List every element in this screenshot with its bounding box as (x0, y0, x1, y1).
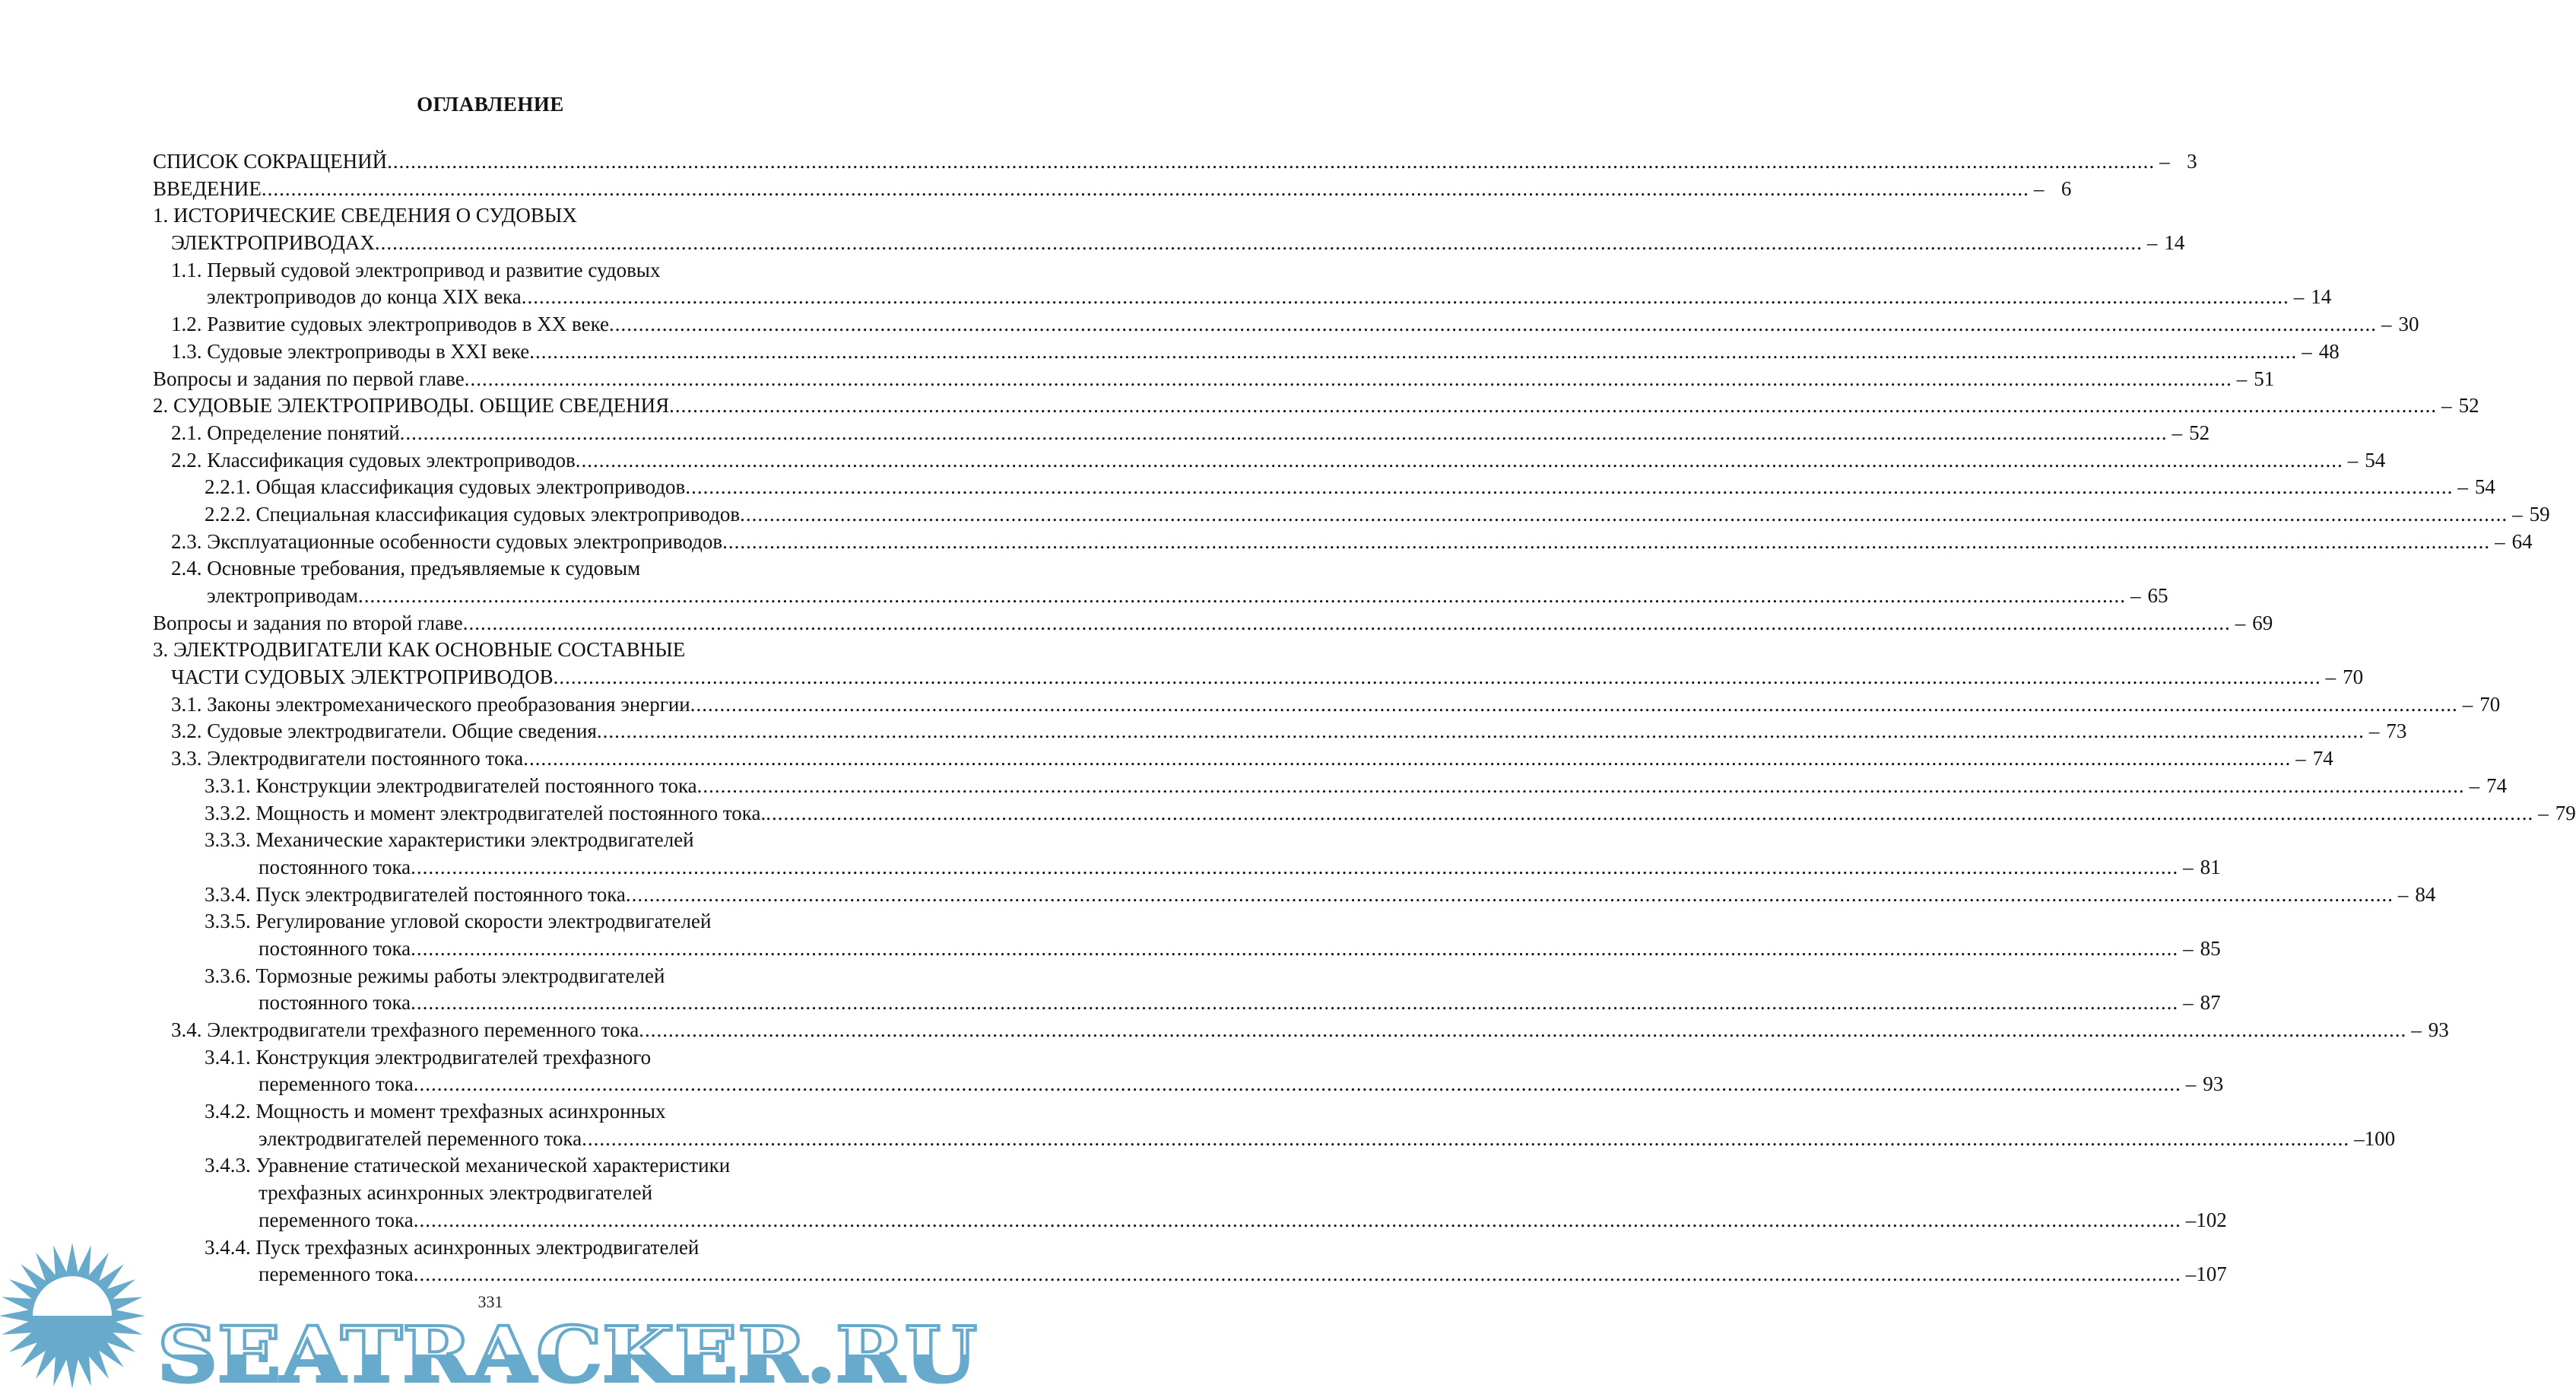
dash-separator: – (2185, 1208, 2197, 1231)
toc-entry[interactable] (0, 637, 2364, 691)
toc-entry-title: 3. ЭЛЕКТРОДВИГАТЕЛИ КАК ОСНОВНЫЕ СОСТАВНЫЕ (153, 638, 686, 662)
toc-entry[interactable] (0, 963, 2221, 1017)
toc-page-number: 54 (2474, 475, 2495, 499)
toc-page-number: 65 (2147, 584, 2168, 607)
toc-row (205, 800, 2576, 827)
page-number: 331 (477, 1292, 503, 1311)
dash-separator: – (2347, 448, 2359, 472)
toc-entry[interactable] (0, 501, 2550, 529)
toc-page-number: 100 (2364, 1126, 2396, 1150)
toc-entry-title: электродвигателей переменного тока (259, 1126, 582, 1150)
toc-entry-title: ЧАСТИ СУДОВЫХ ЭЛЕКТРОПРИВОДОВ (171, 665, 554, 689)
toc-line (0, 1071, 2224, 1098)
toc-line (0, 257, 981, 284)
toc-line (0, 989, 2221, 1017)
toc-line (0, 1207, 2227, 1234)
toc-entry-title: 2.2.2. Специальная классификация судовых электроприводов (205, 502, 741, 526)
toc-page-number: 14 (2311, 285, 2332, 309)
toc-row (171, 420, 2210, 447)
toc-entry-title: переменного тока (259, 1208, 414, 1231)
toc-entry-title: 3.3.1. Конструкции электродвигателей постоянного тока (205, 773, 697, 797)
toc-line (0, 800, 2576, 827)
toc-row (171, 718, 2407, 745)
toc-entry-title: трехфазных асинхронных электродвигателей (259, 1181, 653, 1205)
dash-separator: – (2302, 339, 2312, 363)
toc-line (0, 908, 981, 935)
toc-page-number: 52 (2458, 394, 2479, 418)
toc-line (0, 881, 2436, 909)
toc-page-number: 30 (2398, 313, 2419, 336)
toc-page-number: 73 (2386, 719, 2407, 743)
page-title: ОГЛАВЛЕНИЕ (417, 93, 564, 116)
toc-page-number: 85 (2200, 936, 2221, 960)
toc-entry[interactable] (0, 176, 2072, 203)
toc-page-number: 79 (2555, 801, 2576, 824)
toc-row (205, 773, 2508, 800)
dash-separator: – (2159, 150, 2170, 173)
toc-row (259, 854, 2221, 881)
toc-row (153, 176, 2072, 203)
toc-entry-title: 3.3.4. Пуск электродвигателей постоянного тока (205, 882, 626, 906)
dash-separator: – (2411, 1018, 2422, 1041)
toc-line (0, 474, 2495, 501)
toc-line (0, 555, 981, 583)
dot-leader: ............................................................................................................................................................................................................................................................................................................ (766, 801, 2534, 824)
dash-separator: – (2469, 773, 2480, 797)
toc-entry[interactable] (0, 447, 2386, 475)
dash-separator: – (2183, 855, 2194, 878)
dot-leader: ............................................................................................................................................................................................................................................................................................................ (669, 394, 2438, 418)
toc-entry-title: 3.3.6. Тормозные режимы работы электродвигателей (205, 964, 665, 987)
toc-entry-title: 3.4.2. Мощность и момент трехфазных асинхронных (205, 1100, 666, 1123)
toc-row (171, 311, 2419, 338)
toc-entry-title: 1.3. Судовые электроприводы в XXI веке (171, 339, 530, 363)
dot-leader: ............................................................................................................................................................................................................................................................................................................ (462, 611, 2231, 634)
dash-separator: – (2368, 719, 2380, 743)
toc-row (171, 529, 2533, 556)
toc-entry-title: 3.3. Электродвигатели постоянного тока (171, 747, 524, 770)
toc-row (171, 447, 2386, 475)
toc-entry[interactable] (0, 338, 2340, 366)
toc-entry[interactable] (0, 773, 2508, 800)
dash-separator: – (2457, 475, 2468, 499)
toc-line (0, 392, 2479, 420)
dot-leader: ............................................................................................................................................................................................................................................................................................................ (529, 339, 2298, 363)
dash-separator: – (2354, 1126, 2365, 1150)
dash-separator: – (2185, 1263, 2197, 1286)
toc-page-number: 64 (2511, 529, 2533, 553)
dash-separator: – (2146, 231, 2158, 255)
toc-page-number: 51 (2254, 367, 2275, 390)
toc-line (0, 827, 981, 854)
dot-leader: ............................................................................................................................................................................................................................................................................................................ (399, 421, 2168, 444)
toc-entry-title: 3.4. Электродвигатели трехфазного переменного тока (171, 1018, 639, 1041)
toc-entry-title: 3.4.4. Пуск трехфазных асинхронных электродвигателей (205, 1235, 700, 1259)
toc-entry[interactable] (0, 555, 2168, 609)
toc-entry-title: электроприводов до конца XIX века (207, 285, 522, 309)
sun-icon (0, 1243, 145, 1388)
toc-row (153, 366, 2275, 393)
watermark-text: SEATRACKER.RU (157, 1310, 977, 1388)
dot-leader: ............................................................................................................................................................................................................................................................................................................ (357, 584, 2126, 607)
toc-line (0, 854, 2221, 881)
toc-line (0, 773, 2508, 800)
toc-entry-title: постоянного тока (259, 991, 411, 1015)
toc-line (0, 338, 2340, 366)
toc-line (0, 610, 2273, 637)
toc-page-number: 6 (2060, 176, 2072, 200)
toc-entry-title: 3.2. Судовые электродвигатели. Общие сведения (171, 719, 597, 743)
table-of-contents (0, 148, 2576, 1288)
toc-row (171, 230, 2185, 257)
toc-line (0, 718, 2407, 745)
toc-page-number: 70 (2343, 665, 2364, 689)
toc-page-number: 54 (2365, 448, 2386, 472)
toc-entry-title: 3.3.2. Мощность и момент электродвигателей постоянного тока. (205, 801, 766, 824)
dash-separator: – (2293, 285, 2305, 309)
toc-page-number: 48 (2318, 339, 2340, 363)
toc-line (0, 583, 2168, 610)
toc-line (0, 745, 2333, 773)
dash-separator: – (2295, 747, 2306, 770)
toc-row (207, 583, 2168, 610)
toc-row (171, 664, 2364, 691)
toc-entry[interactable] (0, 610, 2273, 637)
toc-page-number: 74 (2486, 773, 2508, 797)
toc-line (0, 176, 2072, 203)
dot-leader: ............................................................................................................................................................................................................................................................................................................ (413, 1263, 2181, 1286)
toc-entry[interactable] (0, 1017, 2449, 1044)
toc-entry[interactable] (0, 827, 2221, 881)
toc-line (0, 284, 2332, 311)
toc-entry-title: 3.1. Законы электромеханического преобразования энергии (171, 692, 690, 716)
toc-entry-title: 3.4.1. Конструкция электродвигателей трехфазного (205, 1045, 652, 1069)
dash-separator: – (2381, 313, 2392, 336)
dot-leader: ............................................................................................................................................................................................................................................................................................................ (411, 991, 2179, 1015)
toc-entry[interactable] (0, 745, 2333, 773)
toc-entry[interactable] (0, 366, 2275, 393)
toc-entry[interactable] (0, 1044, 2224, 1098)
toc-line (0, 963, 981, 990)
toc-entry-title: постоянного тока (259, 936, 411, 960)
toc-row (153, 148, 2197, 176)
toc-page-number: 70 (2479, 692, 2501, 716)
dash-separator: – (2397, 882, 2409, 906)
dot-leader: ............................................................................................................................................................................................................................................................................................................ (639, 1018, 2407, 1041)
dot-leader: ............................................................................................................................................................................................................................................................................................................ (374, 231, 2143, 255)
toc-row (171, 691, 2501, 719)
toc-line (0, 637, 981, 664)
toc-entry-title: 2.4. Основные требования, предъявляемые к судовым (171, 557, 641, 580)
toc-entry-title: электроприводам (207, 584, 358, 607)
toc-row (259, 1071, 2224, 1098)
toc-page-number: 93 (2203, 1072, 2224, 1096)
toc-line (0, 1098, 981, 1126)
toc-row (153, 610, 2273, 637)
toc-entry[interactable] (0, 474, 2495, 501)
dot-leader: ............................................................................................................................................................................................................................................................................................................ (582, 1126, 2350, 1150)
toc-entry[interactable] (0, 420, 2210, 447)
toc-line (0, 1017, 2449, 1044)
dot-leader: ............................................................................................................................................................................................................................................................................................................ (411, 855, 2179, 878)
toc-entry-title: 2.2. Классификация судовых электроприводов (171, 448, 576, 472)
dot-leader: ............................................................................................................................................................................................................................................................................................................ (722, 529, 2491, 553)
toc-entry-title: Вопросы и задания по второй главе (153, 611, 463, 634)
toc-entry[interactable] (0, 311, 2419, 338)
toc-entry[interactable] (0, 908, 2221, 962)
toc-line (0, 420, 2210, 447)
toc-row (205, 881, 2436, 909)
dash-separator: – (2183, 936, 2194, 960)
toc-line (0, 1044, 981, 1072)
toc-entry[interactable] (0, 202, 2185, 256)
toc-page-number: 84 (2415, 882, 2436, 906)
toc-line (0, 1126, 2396, 1153)
dot-leader: ............................................................................................................................................................................................................................................................................................................ (740, 502, 2508, 526)
toc-entry-title: 2.3. Эксплуатационные особенности судовых электроприводов (171, 529, 723, 553)
dash-separator: – (2185, 1072, 2197, 1096)
toc-line (0, 202, 981, 230)
dash-separator: – (2538, 801, 2549, 824)
dot-leader: ............................................................................................................................................................................................................................................................................................................ (685, 475, 2454, 499)
toc-line (0, 447, 2386, 475)
dot-leader: ............................................................................................................................................................................................................................................................................................................ (690, 692, 2458, 716)
toc-line (0, 311, 2419, 338)
toc-line (0, 501, 2550, 529)
toc-entry-title: 1.2. Развитие судовых электроприводов в XX веке (171, 313, 610, 336)
dot-leader: ............................................................................................................................................................................................................................................................................................................ (261, 176, 2029, 200)
toc-line (0, 691, 2501, 719)
toc-page-number: 102 (2196, 1208, 2227, 1231)
dash-separator: – (2236, 367, 2248, 390)
toc-page-number: 93 (2428, 1018, 2449, 1041)
dash-separator: – (2512, 502, 2523, 526)
toc-entry-title: 2.2.1. Общая классификация судовых электроприводов (205, 475, 686, 499)
toc-page-number: 14 (2164, 231, 2185, 255)
dot-leader: ............................................................................................................................................................................................................................................................................................................ (553, 665, 2321, 689)
toc-page-number: 52 (2189, 421, 2210, 444)
toc-entry[interactable] (0, 257, 2332, 311)
toc-page-number: 87 (2200, 991, 2221, 1015)
dot-leader: ............................................................................................................................................................................................................................................................................................................ (625, 882, 2394, 906)
toc-row (171, 745, 2333, 773)
dash-separator: – (2033, 176, 2045, 200)
toc-entry-title: переменного тока (259, 1072, 414, 1096)
toc-entry-title: ВВЕДЕНИЕ (153, 176, 262, 200)
toc-entry-title: 2.1. Определение понятий (171, 421, 400, 444)
dot-leader: ............................................................................................................................................................................................................................................................................................................ (411, 936, 2179, 960)
dot-leader: ............................................................................................................................................................................................................................................................................................................ (596, 719, 2365, 743)
dash-separator: – (2183, 991, 2194, 1015)
toc-line (0, 366, 2275, 393)
toc-line (0, 1152, 981, 1180)
toc-entry-title: 3.3.5. Регулирование угловой скорости электродвигателей (205, 910, 712, 933)
toc-entry[interactable] (0, 392, 2479, 420)
dash-separator: – (2495, 529, 2505, 553)
toc-entry[interactable] (0, 529, 2533, 556)
dash-separator: – (2325, 665, 2336, 689)
toc-row (171, 338, 2340, 366)
toc-row (207, 284, 2332, 311)
dot-leader: ............................................................................................................................................................................................................................................................................................................ (413, 1208, 2181, 1231)
toc-line (0, 1180, 981, 1207)
toc-entry[interactable] (0, 800, 2576, 827)
toc-entry-title: переменного тока (259, 1263, 414, 1286)
watermark-logo (0, 1240, 981, 1388)
toc-entry[interactable] (0, 691, 2501, 719)
dot-leader: ............................................................................................................................................................................................................................................................................................................ (413, 1072, 2181, 1096)
toc-entry-title: 1. ИСТОРИЧЕСКИЕ СВЕДЕНИЯ О СУДОВЫХ (153, 204, 577, 227)
dot-leader: ............................................................................................................................................................................................................................................................................................................ (575, 448, 2343, 472)
toc-entry[interactable] (0, 881, 2436, 909)
dash-separator: – (2172, 421, 2183, 444)
toc-page-number: 81 (2200, 855, 2221, 878)
dash-separator: – (2235, 611, 2246, 634)
toc-row (171, 1017, 2449, 1044)
dash-separator: – (2130, 584, 2141, 607)
toc-line (0, 935, 2221, 963)
dot-leader: ............................................................................................................................................................................................................................................................................................................ (609, 313, 2378, 336)
toc-row (205, 474, 2495, 501)
toc-page-number: 107 (2196, 1263, 2227, 1286)
toc-page-number: 59 (2529, 502, 2550, 526)
toc-row (205, 501, 2550, 529)
toc-entry-title: 2. СУДОВЫЕ ЭЛЕКТРОПРИВОДЫ. ОБЩИЕ СВЕДЕНИЯ (153, 394, 670, 418)
toc-entry-title: постоянного тока (259, 855, 411, 878)
toc-row (259, 935, 2221, 963)
toc-entry[interactable] (0, 718, 2407, 745)
dash-separator: – (2441, 394, 2452, 418)
toc-entry-title: ЭЛЕКТРОПРИВОДАХ (171, 231, 375, 255)
toc-row (153, 392, 2479, 420)
toc-row (259, 989, 2221, 1017)
toc-entry-title: 3.4.3. Уравнение статической механической характеристики (205, 1154, 731, 1177)
toc-row (259, 1207, 2227, 1234)
toc-line (0, 148, 2197, 176)
toc-entry-title: 3.3.3. Механические характеристики электродвигателей (205, 828, 694, 852)
dot-leader: ............................................................................................................................................................................................................................................................................................................ (521, 285, 2289, 309)
toc-entry[interactable] (0, 1098, 2396, 1152)
toc-row (259, 1126, 2396, 1153)
dot-leader: ............................................................................................................................................................................................................................................................................................................ (464, 367, 2232, 390)
toc-entry-title: Вопросы и задания по первой главе (153, 367, 465, 390)
toc-line (0, 529, 2533, 556)
dot-leader: ............................................................................................................................................................................................................................................................................................................ (696, 773, 2465, 797)
toc-page-number: 3 (2187, 150, 2197, 173)
dot-leader: ............................................................................................................................................................................................................................................................................................................ (523, 747, 2292, 770)
toc-page-number: 69 (2252, 611, 2273, 634)
toc-line (0, 664, 2364, 691)
toc-line (0, 230, 2185, 257)
toc-entry[interactable] (0, 1152, 2227, 1234)
toc-entry[interactable] (0, 148, 2197, 176)
dot-leader: ............................................................................................................................................................................................................................................................................................................ (387, 150, 2156, 173)
dash-separator: – (2462, 692, 2473, 716)
toc-entry-title: СПИСОК СОКРАЩЕНИЙ (153, 150, 388, 173)
toc-entry-title: 1.1. Первый судовой электропривод и развитие судовых (171, 258, 661, 281)
toc-page-number: 74 (2312, 747, 2333, 770)
